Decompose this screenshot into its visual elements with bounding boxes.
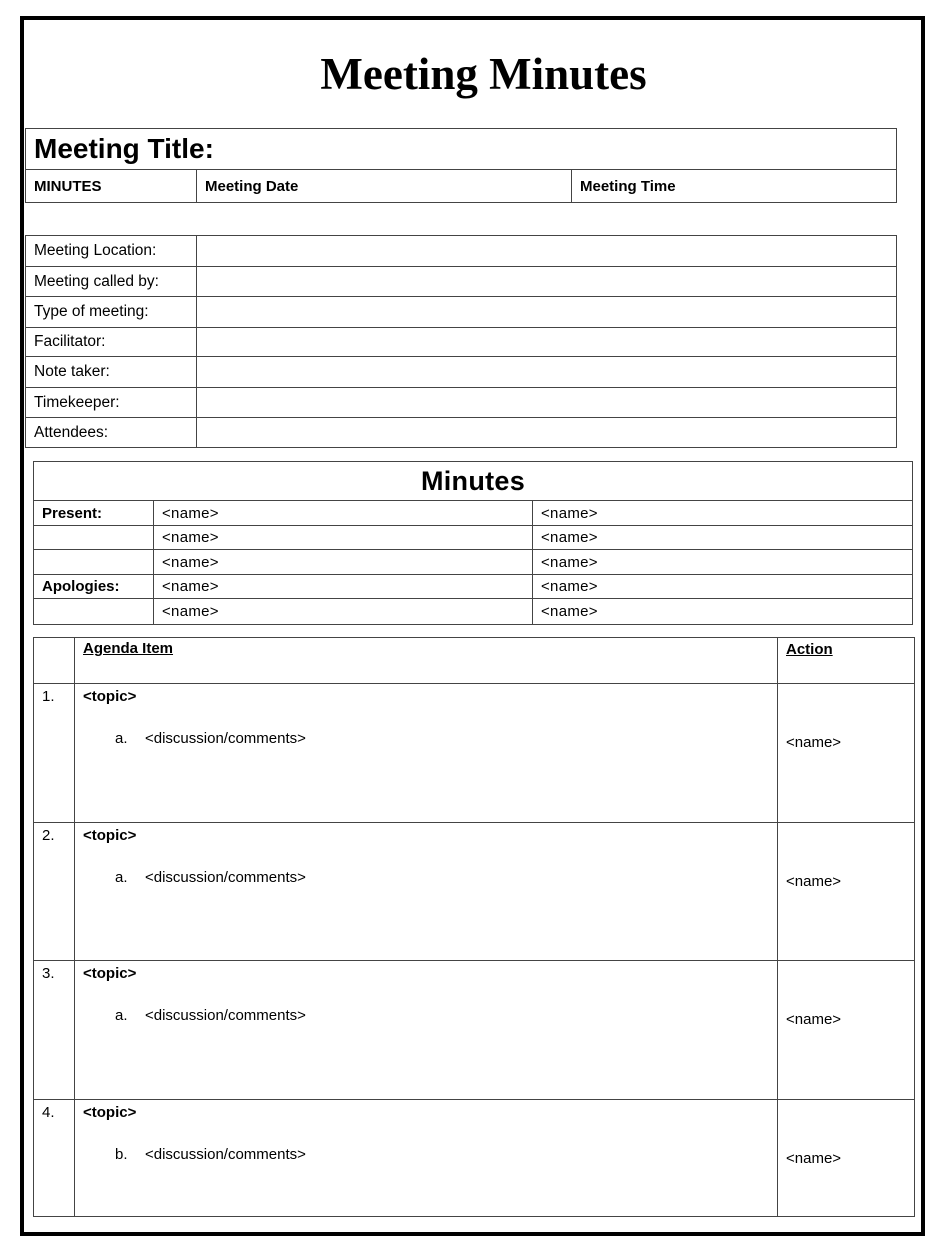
agenda-number: 4. — [42, 1104, 55, 1121]
info-value-field[interactable] — [197, 418, 897, 448]
agenda-item-header — [75, 638, 778, 684]
apology-name[interactable]: <name> — [154, 575, 533, 599]
agenda-row — [34, 684, 915, 823]
apology-name[interactable]: <name> — [154, 599, 533, 625]
agenda-topic[interactable]: <topic> — [83, 1104, 137, 1121]
agenda-row — [34, 1100, 915, 1217]
minutes-table — [33, 461, 913, 625]
info-value-field[interactable] — [197, 267, 897, 297]
agenda-topic[interactable]: <topic> — [83, 827, 137, 844]
minutes-heading: Minutes — [34, 462, 913, 501]
agenda-table — [33, 637, 915, 1217]
agenda-discussion[interactable]: <discussion/comments> — [145, 1007, 306, 1024]
attendee-name[interactable]: <name> — [533, 550, 913, 575]
attendee-name[interactable]: <name> — [533, 526, 913, 550]
sub-item-letter: a. — [115, 869, 128, 886]
agenda-action-owner[interactable]: <name> — [786, 734, 842, 751]
info-value-field[interactable] — [197, 236, 897, 267]
meeting-date-label[interactable]: Meeting Date — [197, 170, 572, 203]
info-label: Timekeeper: — [26, 388, 197, 418]
meeting-info-table — [25, 235, 897, 448]
info-value-field[interactable] — [197, 328, 897, 357]
agenda-number: 2. — [42, 827, 55, 844]
meeting-title-label[interactable]: Meeting Title: — [26, 129, 897, 170]
present-label: Present: — [34, 501, 154, 526]
sub-item-letter: b. — [115, 1146, 128, 1163]
agenda-discussion[interactable]: <discussion/comments> — [145, 1146, 306, 1163]
agenda-discussion[interactable]: <discussion/comments> — [145, 730, 306, 747]
action-header-text: Action — [786, 641, 833, 658]
agenda-number: 1. — [42, 688, 55, 705]
sub-item-letter: a. — [115, 730, 128, 747]
meeting-time-label[interactable]: Meeting Time — [572, 170, 897, 203]
info-label: Attendees: — [26, 418, 197, 448]
info-label: Meeting called by: — [26, 267, 197, 297]
agenda-action-owner[interactable]: <name> — [786, 1011, 842, 1028]
info-label: Facilitator: — [26, 328, 197, 357]
attendee-name[interactable]: <name> — [533, 501, 913, 526]
sub-item-letter: a. — [115, 1007, 128, 1024]
agenda-row — [34, 823, 915, 961]
info-value-field[interactable] — [197, 357, 897, 388]
number-header — [34, 638, 75, 684]
agenda-topic[interactable]: <topic> — [83, 965, 137, 982]
row-label — [34, 550, 154, 575]
agenda-action-owner[interactable]: <name> — [786, 873, 842, 890]
agenda-number: 3. — [42, 965, 55, 982]
info-label: Meeting Location: — [26, 236, 197, 267]
row-label — [34, 599, 154, 625]
attendee-name[interactable]: <name> — [154, 550, 533, 575]
action-header — [778, 638, 915, 684]
attendee-name[interactable]: <name> — [154, 501, 533, 526]
apology-name[interactable]: <name> — [533, 599, 913, 625]
row-label — [34, 526, 154, 550]
agenda-action-owner[interactable]: <name> — [786, 1150, 842, 1167]
agenda-row — [34, 961, 915, 1100]
agenda-item-header-text: Agenda Item — [83, 640, 174, 657]
meeting-header-table — [25, 128, 897, 203]
apologies-label: Apologies: — [34, 575, 154, 599]
info-label: Type of meeting: — [26, 297, 197, 328]
agenda-discussion[interactable]: <discussion/comments> — [145, 869, 306, 886]
apology-name[interactable]: <name> — [533, 575, 913, 599]
info-value-field[interactable] — [197, 297, 897, 328]
info-label: Note taker: — [26, 357, 197, 388]
minutes-label: MINUTES — [26, 170, 197, 203]
document-title: Meeting Minutes — [320, 49, 647, 99]
attendee-name[interactable]: <name> — [154, 526, 533, 550]
agenda-topic[interactable]: <topic> — [83, 688, 137, 705]
info-value-field[interactable] — [197, 388, 897, 418]
